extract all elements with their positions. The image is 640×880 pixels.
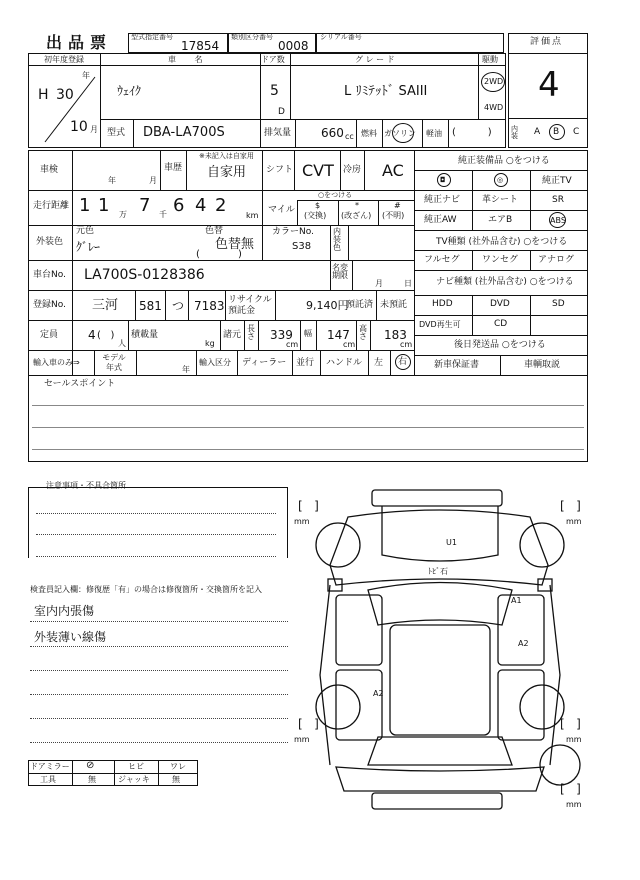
door-mirror-label: ドアミラー [30,762,70,771]
exterior-color-label: 外装色 [36,237,64,247]
note-line-1: 室内内張傷 [34,604,95,618]
load-unit: kg [205,339,215,348]
unknown-note: (不明) [382,211,405,220]
note-line-2: 外装薄い線傷 [34,630,107,644]
mile-label: マイル [268,205,295,215]
month-value: 10 [70,119,88,135]
mileage-digit-4: 6 [173,195,185,216]
grade-value: L ﾘﾐﾃｯﾄﾞ SAIII [344,84,428,99]
chassis-no-value: LA700S-0128386 [84,267,205,283]
reg-class-value: 581 [139,299,162,313]
crack-label: ヒビ [128,762,144,771]
dealer-option: ディーラー [242,358,287,368]
color-change-value: 色替無 [215,237,255,252]
width-label: 幅 [304,329,312,338]
model-year-unit: 年 [182,365,190,374]
page-title: 出品票 [46,33,113,52]
handle-right: 右 [398,357,408,367]
height-value: 183 [384,328,407,342]
year-value: 30 [56,87,74,103]
capacity-unit: 人 [118,339,126,348]
serial-number-label: シリアル番号 [320,33,362,41]
inspection-month-unit: 月 [149,176,157,185]
recycle-label: リサイクル預託金 [228,295,272,316]
manual-option: 車輌取説 [524,360,561,370]
tire-mm-fl: mm [294,517,310,526]
history-label: 車歴 [164,163,183,173]
sr-icon-glyph: ◘ [440,176,446,184]
ac-label: 冷房 [343,165,362,175]
tv-fullseg-option: フルセグ [424,255,460,265]
month-unit: 月 [90,125,98,134]
exchanged-note: (交換) [304,211,327,220]
caution-bracket [28,487,288,558]
form-number-value: 17854 [181,39,220,53]
handle-label: ハンドル [326,358,363,368]
inspector-label: 検査員記入欄：修復歴「有」の場合は修復箇所・交換箇所を記入 [30,585,262,594]
recycle-paid: 預託済 [346,300,374,310]
interior-grade-c: C [573,127,580,137]
sales-point-label: セールスポイント [44,379,116,389]
reg-label: 登録No. [33,300,66,310]
original-color-value: ｸﾞﾚｰ [76,240,101,254]
genuine-aw-option: 純正AW [424,215,457,225]
mileage-label: 走行距離 [33,201,70,211]
history-value: 自家用 [207,165,247,180]
jack-label: ジャッキ [118,775,150,784]
fuel-value: ガソリン [384,129,416,138]
later-shipment-title: 後日発送品 ○をつける [454,340,546,350]
damage-label-a2-left: A2 [373,689,384,698]
navi-type-title: ナビ種類 (社外品含む) ○をつける [436,277,574,287]
original-color-label: 元色 [76,226,95,236]
tire-bracket-rr: [ ] [560,717,581,731]
mileage-digit-3: 7 [139,195,151,216]
tv-oneseg-option: ワンセグ [482,255,519,265]
leather-seat-option: 革シート [482,195,519,205]
doors-label: ドア数 [261,55,285,64]
mileage-digit-5: 4 [195,195,207,216]
tire-bracket-fl: [ ] [298,499,319,513]
color-change-label: 色替 [205,226,224,236]
reg-area-value: 三河 [92,298,119,313]
inspection-year-unit: 年 [108,176,116,185]
mileage-digit-1: 1 [79,195,91,216]
damage-label-u1: U1 [446,538,457,547]
class-number-value: 0008 [278,39,309,53]
date-divider-slash [40,72,100,147]
damage-label-a1-right: A1 [511,596,522,605]
grade-score-value: 4 [538,65,560,105]
interior-grade-a: A [534,127,541,137]
parallel-option: 並行 [296,358,315,368]
color-no-value: S38 [292,241,312,252]
tools-label: 工具 [40,775,56,784]
light-oil-bracket: ( ) [452,127,492,138]
man-unit: 万 [119,210,127,219]
interior-color-label: 内装色 [333,227,341,252]
break-label: ワレ [170,762,186,771]
caution-label: 注意事項・不具合箇所 [46,481,126,490]
grade-label: グ レ ー ド [355,55,395,64]
name-change-day: 日 [404,279,412,288]
sunroof-option: SR [552,195,564,205]
tv-analog-option: アナログ [538,255,575,265]
import-class-label: 輸入区分 [199,358,231,367]
model-year-label: モデル年式 [102,353,126,372]
chassis-label: 車台No. [33,270,66,280]
grade-score-label: 評価点 [530,37,564,47]
capacity-label: 定員 [40,330,59,340]
recycle-unpaid: 未預託 [380,300,408,310]
jack-value: 無 [172,775,180,784]
color-no-label: カラーNo. [272,227,314,237]
recycle-amount: 9,140円 [306,299,349,312]
door-mirror-icon: ⊘ [86,760,95,771]
exchanged-mark: $ [315,201,321,210]
length-value: 339 [270,328,293,342]
mileage-digit-2: 1 [98,195,110,216]
car-name-value: ｳｪｲｸ [117,84,142,98]
abs-option: ABS [550,216,566,225]
mileage-circle-note: ○をつける [318,191,353,199]
load-label: 積載量 [131,330,159,340]
capacity-bracket: ( ) [97,330,115,341]
width-value: 147 [327,328,350,342]
doors-value: 5 [270,83,279,99]
genuine-tv-option: 純正TV [542,176,572,186]
tire-bracket-fr: [ ] [560,499,581,513]
reg-kana-value: つ [172,299,185,313]
shift-label: シフト [266,165,294,175]
displacement-unit: cc [345,132,354,141]
width-unit: cm [343,340,356,349]
form-number-label: 型式指定番号 [131,33,173,41]
history-note: ※未記入は自家用 [199,152,254,160]
interior-label: 内装 [511,125,518,140]
class-number-label: 類別区分番号 [231,33,273,41]
navi-dvd-option: DVD [490,299,510,309]
tv-type-title: TV種類 (社外品含む) ○をつける [436,237,568,247]
inspection-label: 車検 [40,165,59,175]
height-unit: cm [400,340,413,349]
tampered-mark: * [355,201,359,210]
fuel-label: 燃料 [361,129,377,138]
ps-icon-glyph: ◎ [497,176,504,184]
tampered-note: (改ざん) [341,211,372,220]
color-change-bracket: ( ) [196,249,242,260]
drive-4wd: 4WD [484,103,504,112]
car-name-label: 車 名 [168,55,211,64]
import-label: 輸入車のみ⇒ [33,358,80,367]
first-reg-label: 初年度登録 [44,55,84,64]
interior-grade-b: B [553,127,560,137]
damage-label-a2-right: A2 [518,639,529,648]
navi-sd-option: SD [552,299,565,309]
unknown-mark: # [394,201,401,210]
displacement-value: 660 [321,126,344,140]
tire-bracket-rl: [ ] [298,717,319,731]
drive-2wd: 2WD [484,77,504,86]
era-value: H [38,87,49,103]
capacity-value: 4 [88,328,96,342]
drive-label: 駆動 [482,55,498,64]
displacement-label: 排気量 [264,128,292,138]
warranty-option: 新車保証書 [434,360,480,370]
damage-label-chip: ﾄﾋﾞ石 [428,567,448,576]
handle-left: 左 [374,358,384,368]
door-type-value: D [278,107,285,117]
tire-mm-spare: mm [566,800,582,809]
tire-mm-rl: mm [294,735,310,744]
navi-dvd-play-option: DVD再生可 [419,320,461,329]
tire-bracket-spare: [ ] [560,782,581,796]
mileage-digit-6: 2 [215,195,227,216]
length-label: 長さ [247,324,255,341]
shift-value: CVT [302,161,334,180]
navi-hdd-option: HDD [432,299,453,309]
navi-cd-option: CD [494,319,508,329]
dim-label: 諸元 [223,330,242,340]
reg-number-value: 7183 [194,299,225,313]
km-unit: km [246,211,259,220]
tire-mm-rr: mm [566,735,582,744]
car-damage-diagram [290,475,600,820]
year-unit: 年 [82,71,90,80]
model-value: DBA-LA700S [143,125,225,140]
name-change-month: 月 [375,279,383,288]
name-change-label: 名変期限 [332,263,348,280]
length-unit: cm [286,340,299,349]
tire-mm-fr: mm [566,517,582,526]
model-label: 型式 [107,128,126,138]
sen-unit: 千 [159,210,167,219]
airbag-option: エアB [488,215,513,225]
genuine-equipment-title: 純正装備品 ○をつける [458,156,550,166]
height-label: 高さ [359,324,367,341]
light-oil-label: 軽油 [426,129,442,138]
ac-value: AC [382,161,404,180]
genuine-navi-option: 純正ナビ [424,195,461,205]
tools-value: 無 [88,775,96,784]
